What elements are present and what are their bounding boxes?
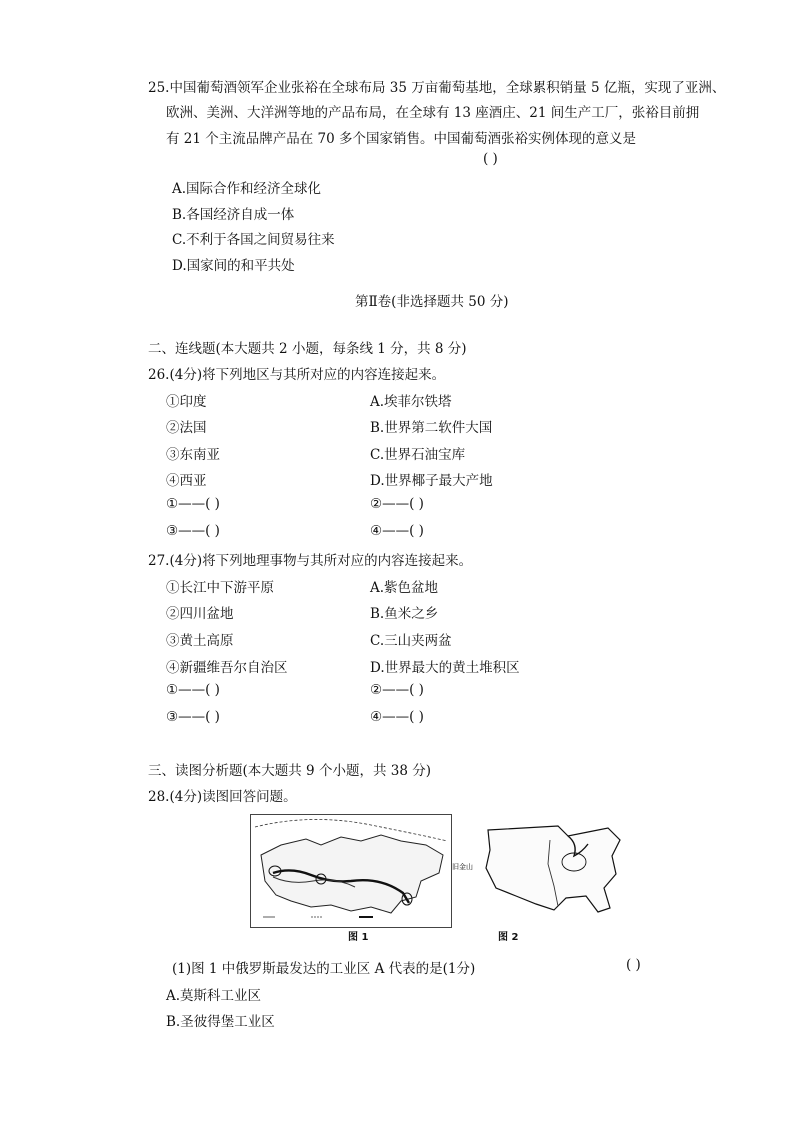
figure-2-usa-map bbox=[470, 816, 628, 922]
q25-answer-paren: ( ) bbox=[483, 151, 498, 167]
q28-sub1-paren: ( ) bbox=[626, 957, 641, 973]
q26-right-c: C.世界石油宝库 bbox=[370, 447, 466, 463]
q26-stem: 26.(4分)将下列地区与其所对应的内容连接起来。 bbox=[148, 367, 446, 383]
russia-outline bbox=[261, 835, 443, 913]
q27-left-3: ③黄土高原 bbox=[166, 633, 234, 649]
q25-option-c: C.不利于各国之间贸易往来 bbox=[172, 232, 335, 248]
q28-sub1: (1)图 1 中俄罗斯最发达的工业区 A 代表的是(1分) bbox=[172, 961, 476, 977]
q25-stem-line1: 25.中国葡萄酒领军企业张裕在全球布局 35 万亩葡萄基地，全球累积销量 5 亿瓶，实现了亚洲、 bbox=[148, 80, 726, 96]
q27-stem: 27.(4分)将下列地理事物与其所对应的内容连接起来。 bbox=[148, 553, 473, 569]
q26-left-1: ①印度 bbox=[166, 394, 207, 410]
usa-map-graphic bbox=[470, 816, 628, 922]
q26-left-2: ②法国 bbox=[166, 420, 207, 436]
q26-answer-2: ②——( ) bbox=[370, 496, 424, 512]
q25-stem-line3: 有 21 个主流品牌产品在 70 多个国家销售。中国葡萄酒张裕实例体现的意义是 bbox=[166, 131, 637, 147]
figure-2-city-label: 旧金山 bbox=[452, 863, 473, 871]
q27-left-1: ①长江中下游平原 bbox=[166, 580, 274, 596]
q27-right-c: C.三山夹两盆 bbox=[370, 633, 452, 649]
q27-left-4: ④新疆维吾尔自治区 bbox=[166, 660, 288, 676]
section2-title: 第Ⅱ卷(非选择题共 50 分) bbox=[355, 294, 509, 310]
figure-1-caption: 图 1 bbox=[348, 932, 369, 943]
q27-answer-1: ①——( ) bbox=[166, 682, 220, 698]
q27-left-2: ②四川盆地 bbox=[166, 606, 234, 622]
russia-map-graphic bbox=[251, 815, 451, 927]
q26-right-a: A.埃菲尔铁塔 bbox=[370, 394, 452, 410]
q25-option-d: D.国家间的和平共处 bbox=[172, 258, 295, 274]
q25-stem-line2: 欧洲、美洲、大洋洲等地的产品布局，在全球有 13 座酒庄、21 间生产工厂，张裕目前拥 bbox=[166, 105, 700, 121]
figure-2-caption: 图 2 bbox=[498, 932, 519, 943]
part2-heading: 二、连线题(本大题共 2 小题，每条线 1 分，共 8 分) bbox=[148, 341, 467, 357]
q28-option-a: A.莫斯科工业区 bbox=[166, 988, 262, 1004]
q27-right-a: A.紫色盆地 bbox=[370, 580, 439, 596]
q25-option-b: B.各国经济自成一体 bbox=[172, 207, 295, 223]
q28-stem: 28.(4分)读图回答问题。 bbox=[148, 789, 297, 805]
q27-answer-3: ③——( ) bbox=[166, 709, 220, 725]
q26-left-4: ④西亚 bbox=[166, 473, 207, 489]
q26-right-d: D.世界椰子最大产地 bbox=[370, 473, 493, 489]
q26-right-b: B.世界第二软件大国 bbox=[370, 420, 493, 436]
q26-left-3: ③东南亚 bbox=[166, 447, 220, 463]
q27-right-b: B.鱼米之乡 bbox=[370, 606, 439, 622]
arctic-circle-line bbox=[255, 819, 447, 841]
usa-outline bbox=[486, 826, 620, 912]
q25-option-a: A.国际合作和经济全球化 bbox=[172, 181, 322, 197]
q27-answer-4: ④——( ) bbox=[370, 709, 424, 725]
part3-heading: 三、读图分析题(本大题共 9 个小题，共 38 分) bbox=[148, 763, 431, 779]
q27-answer-2: ②——( ) bbox=[370, 682, 424, 698]
q27-right-d: D.世界最大的黄土堆积区 bbox=[370, 660, 520, 676]
q26-answer-1: ①——( ) bbox=[166, 496, 220, 512]
figure-1-russia-map bbox=[250, 814, 452, 928]
q28-option-b: B.圣彼得堡工业区 bbox=[166, 1014, 275, 1030]
q26-answer-3: ③——( ) bbox=[166, 523, 220, 539]
q26-answer-4: ④——( ) bbox=[370, 523, 424, 539]
